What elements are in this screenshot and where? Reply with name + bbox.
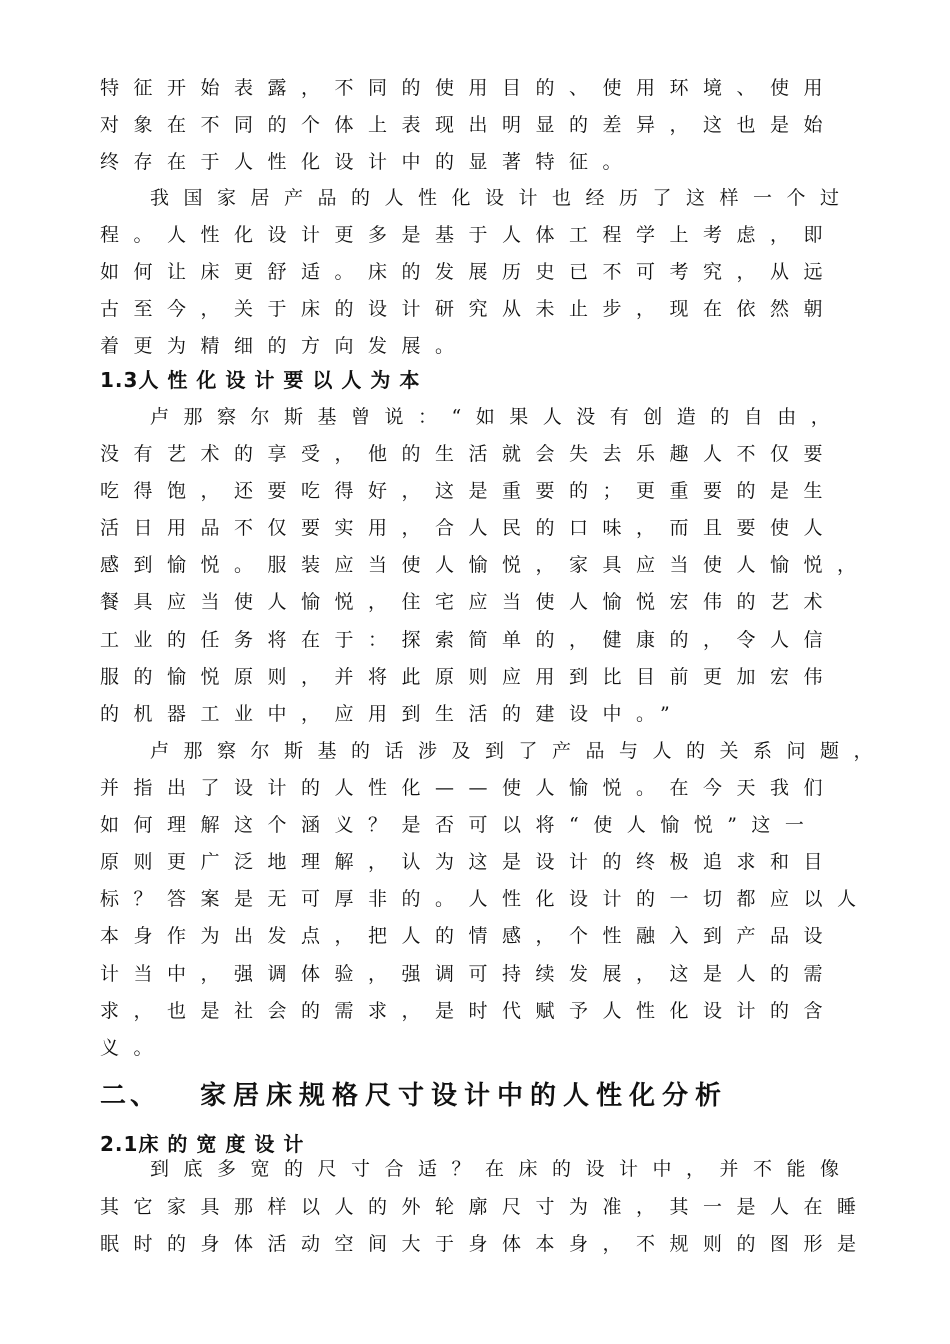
paragraph-line: 我国家居产品的人性化设计也经历了这样一个过 [150,187,854,209]
section-number: 2.1 [100,1132,139,1156]
paragraph-line: 餐具应当使人愉悦，住宅应当使人愉悦宏伟的艺术 [100,591,838,613]
paragraph-line: 计当中，强调体验，强调可持续发展，这是人的需 [100,963,838,985]
paragraph-line: 标？答案是无可厚非的。人性化设计的一切都应以人 [100,888,871,910]
chapter-title: 家居床规格尺寸设计中的人性化分析 [200,1081,729,1111]
paragraph-line: 感到愉悦。服装应当使人愉悦，家具应当使人愉悦， [100,554,871,576]
paragraph-line: 活日用品不仅要实用，合人民的口味，而且要使人 [100,517,838,539]
paragraph-line: 眠时的身体活动空间大于身体本身，不规则的图形是 [100,1233,871,1255]
paragraph-line: 服的愉悦原则，并将此原则应用到比目前更加宏伟 [100,666,838,688]
paragraph-line: 卢那察尔斯基曾说：“如果人没有创造的自由， [150,406,845,428]
chapter-number: 二、 [100,1081,161,1111]
paragraph-line: 的机器工业中，应用到生活的建设中。” [100,703,685,725]
section-title: 床的宽度设计 [138,1132,313,1156]
paragraph-line: 如何让床更舒适。床的发展历史已不可考究，从远 [100,261,838,283]
paragraph-line: 义。 [100,1037,168,1059]
section-heading-1-3 [100,367,428,393]
paragraph-line: 其它家具那样以人的外轮廓尺寸为准，其一是人在睡 [100,1196,871,1218]
paragraph-line: 如何理解这个涵义？是否可以将“使人愉悦”这一 [100,814,819,836]
paragraph-line: 特征开始表露，不同的使用目的、使用环境、使用 [100,77,838,99]
paragraph-line: 对象在不同的个体上表现出明显的差异，这也是始 [100,114,838,136]
paragraph-line: 卢那察尔斯基的话涉及到了产品与人的关系问题， [150,740,888,762]
section-number: 1.3 [100,368,139,392]
paragraph-line: 求，也是社会的需求，是时代赋予人性化设计的含 [100,1000,838,1022]
section-heading-2-1 [100,1131,312,1157]
section-title: 人性化设计要以人为本 [138,368,429,392]
chapter-heading-2 [100,1080,728,1112]
paragraph-line: 本身作为出发点，把人的情感，个性融入到产品设 [100,925,838,947]
paragraph-line: 终存在于人性化设计中的显著特征。 [100,151,637,173]
paragraph-line: 并指出了设计的人性化——使人愉悦。在今天我们 [100,777,838,799]
paragraph-line: 程。人性化设计更多是基于人体工程学上考虑，即 [100,224,838,246]
paragraph-line: 到底多宽的尺寸合适？在床的设计中，并不能像 [150,1158,854,1180]
paragraph-line: 没有艺术的享受，他的生活就会失去乐趣人不仅要 [100,443,838,465]
paragraph-line: 古至今，关于床的设计研究从未止步，现在依然朝 [100,298,838,320]
paragraph-line: 工业的任务将在于：探索简单的，健康的，令人信 [100,629,838,651]
paragraph-line: 吃得饱，还要吃得好，这是重要的；更重要的是生 [100,480,838,502]
paragraph-line: 着更为精细的方向发展。 [100,335,469,357]
paragraph-line: 原则更广泛地理解，认为这是设计的终极追求和目 [100,851,838,873]
